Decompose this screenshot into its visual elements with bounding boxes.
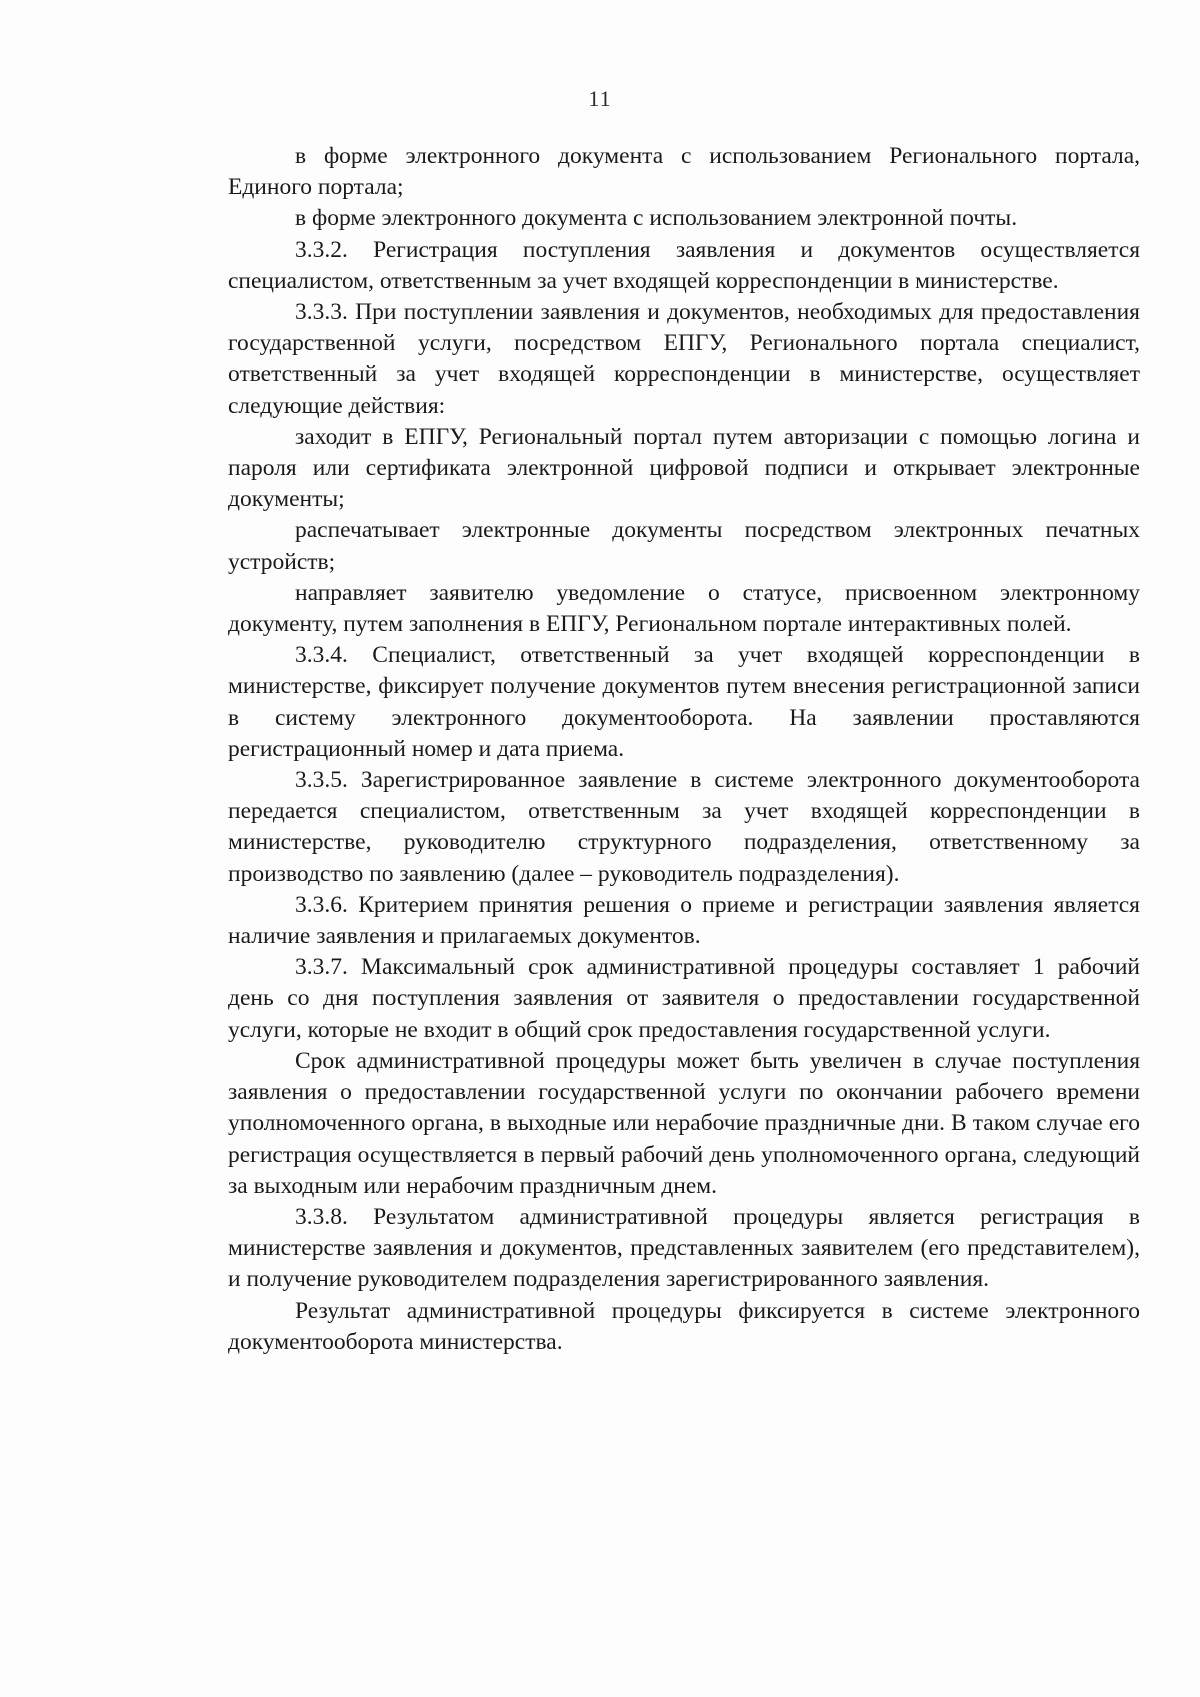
paragraph-form-regional-portal: в форме электронного документа с использованием Регионального портала, Единого портала; — [228, 143, 1140, 201]
paragraph-term-extension: Срок административной процедуры может быть увеличен в случае поступления заявления о предоставлении государственной услуги по окончании рабочего времени уполномоченного органа, в выходные или нерабочие праздничные дни. В таком случае его регистрация осуществляется в первый рабочий день уполномоченного органа, следующий за выходным или нерабочим праздничным днем. — [228, 1047, 1140, 1199]
paragraph-3-3-7: 3.3.7. Максимальный срок административной процедуры составляет 1 рабочий день со дня поступления заявления от заявителя о предоставлении государственной услуги, которые не входит в общий срок предоставления государственной услуги. — [228, 954, 1140, 1043]
paragraph-action-notify: направляет заявителю уведомление о статусе, присвоенном электронному документу, путем заполнения в ЕПГУ, Региональном портале интерактивных полей. — [228, 579, 1140, 638]
document-body — [228, 141, 1140, 1358]
paragraph-form-email: в форме электронного документа с использованием электронной почты. — [295, 205, 1018, 232]
page-number: 11 — [588, 86, 612, 111]
paragraph-action-print: распечатывает электронные документы посредством электронных печатных устройств; — [228, 517, 1140, 575]
paragraph-result-recorded: Результат административной процедуры фиксируется в системе электронного документооборота министерства. — [228, 1297, 1140, 1355]
paragraph-3-3-8: 3.3.8. Результатом административной процедуры является регистрация в министерстве заявления и документов, представленных заявителем (его представителем), и получение руководителем подразделения зарегистрированного заявления. — [228, 1203, 1140, 1293]
paragraph-3-3-5: 3.3.5. Зарегистрированное заявление в системе электронного документооборота передается специалистом, ответственным за учет входящей корреспонденции в министерстве, руководителю структурного подразделения, ответственному за производство по заявлению (далее – руководитель подразделения). — [228, 767, 1140, 887]
paragraph-3-3-3: 3.3.3. При поступлении заявления и документов, необходимых для предоставления государственной услуги, посредством ЕПГУ, Регионального портала специалист, ответственный за учет входящей корреспонденции в министерстве, осуществляет следующие действия: — [228, 299, 1140, 419]
paragraph-3-3-2: 3.3.2. Регистрация поступления заявления и документов осуществляется специалистом, ответственным за учет входящей корреспонденции в министерстве. — [228, 236, 1140, 294]
paragraph-3-3-6: 3.3.6. Критерием принятия решения о приеме и регистрации заявления является наличие заявления и прилагаемых документов. — [228, 891, 1140, 950]
paragraph-action-login: заходит в ЕПГУ, Региональный портал путем авторизации с помощью логина и пароля или сертификата электронной цифровой подписи и открывает электронные документы; — [228, 423, 1140, 513]
paragraph-3-3-4: 3.3.4. Специалист, ответственный за учет входящей корреспонденции в министерстве, фиксирует получение документов путем внесения регистрационной записи в систему электронного документооборота. На заявлении проставляются регистрационный номер и дата приема. — [228, 642, 1140, 762]
